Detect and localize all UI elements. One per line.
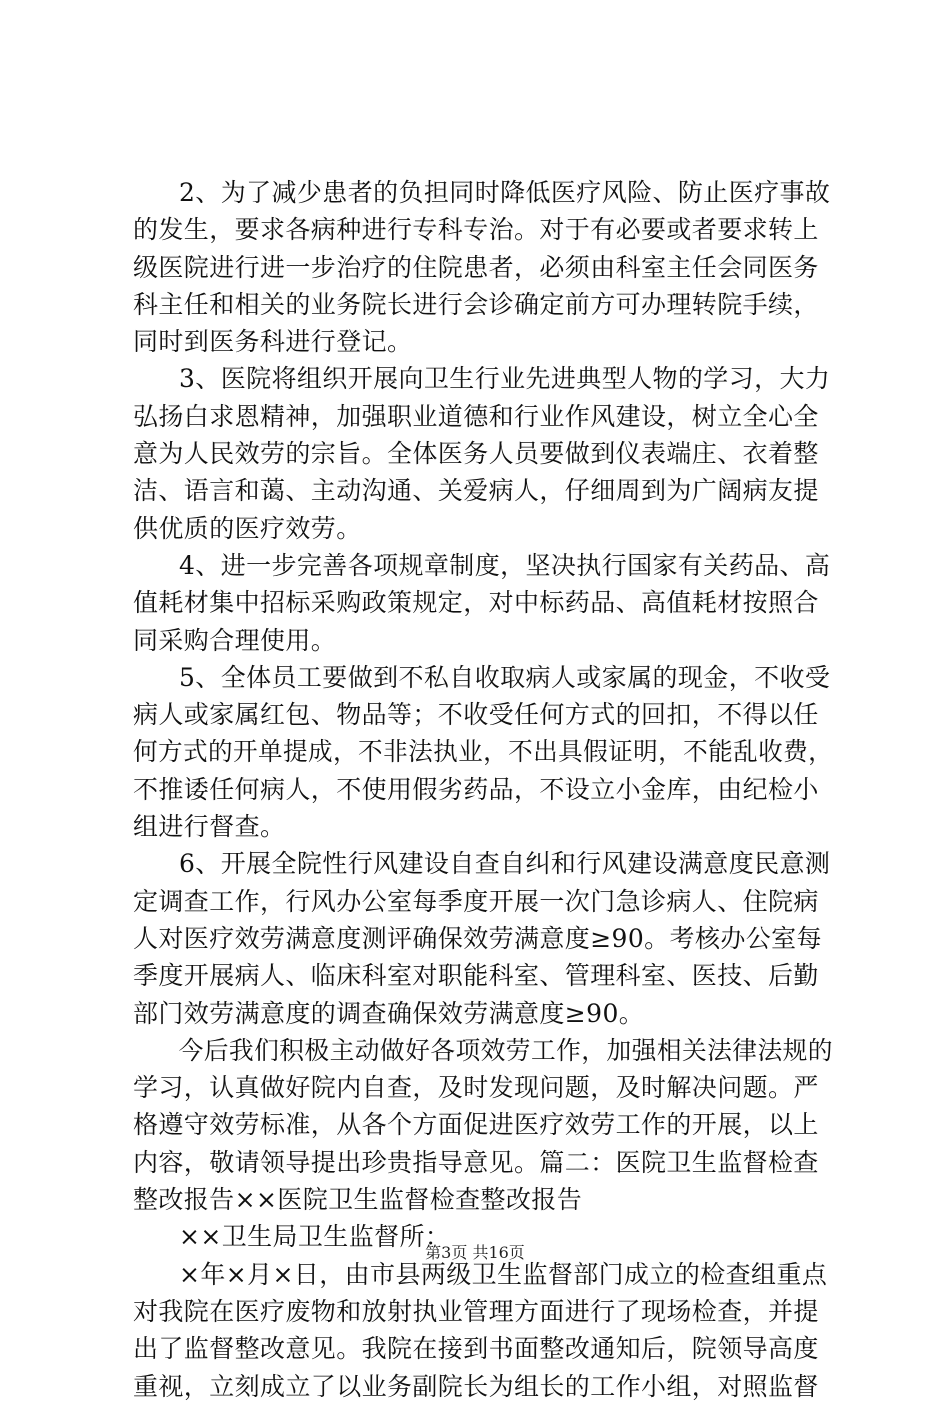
- text-line: 2、为了减少患者的负担同时降低医疗风险、防止医疗事故: [179, 178, 831, 207]
- text-line: 级医院进行进一步治疗的住院患者，必须由科室主任会同医务: [133, 252, 819, 282]
- text-line: ××卫生局卫生监督所：: [179, 1222, 451, 1252]
- text-line: 同时到医务科进行登记。: [133, 327, 413, 357]
- text-line: 定调查工作，行风办公室每季度开展一次门急诊病人、住院病: [133, 886, 819, 916]
- text-line: 科主任和相关的业务院长进行会诊确定前方可办理转院手续，: [133, 289, 819, 319]
- text-line: 组进行督查。: [133, 812, 286, 842]
- text-line: 整改报告××医院卫生监督检查整改报告: [133, 1185, 583, 1215]
- text-line: 同采购合理使用。: [133, 625, 337, 655]
- text-line: 值耗材集中招标采购政策规定，对中标药品、高值耗材按照合: [133, 588, 819, 618]
- text-line: 病人或家属红包、物品等；不收受任何方式的回扣，不得以任: [133, 700, 819, 730]
- text-line: 供优质的医疗效劳。: [133, 513, 362, 543]
- text-line: 弘扬白求恩精神，加强职业道德和行业作风建设，树立全心全: [133, 401, 819, 431]
- text-line: 不推诿任何病人，不使用假劣药品，不设立小金库，由纪检小: [133, 774, 819, 804]
- text-line: 4、进一步完善各项规章制度，坚决执行国家有关药品、高: [179, 550, 831, 580]
- text-line: 今后我们积极主动做好各项效劳工作，加强相关法律法规的: [178, 1035, 833, 1065]
- text-line: 6、开展全院性行风建设自查自纠和行风建设满意度民意测: [179, 849, 831, 879]
- text-line: 内容，敬请领导提出珍贵指导意见。篇二：医院卫生监督检查: [133, 1147, 819, 1177]
- text-line: 意为人民效劳的宗旨。全体医务人员要做到仪表端庄、衣着整: [133, 439, 819, 469]
- text-line: 3、医院将组织开展向卫生行业先进典型人物的学习，大力: [179, 364, 831, 394]
- text-line: 洁、语言和蔼、主动沟通、关爱病人，仔细周到为广阔病友提: [133, 476, 819, 506]
- text-line: 人对医疗效劳满意度测评确保效劳满意度≥90。考核办公室每: [133, 923, 822, 953]
- page-footer: 第3页 共16页: [425, 1243, 525, 1262]
- text-line: 格遵守效劳标准，从各个方面促进医疗效劳工作的开展，以上: [133, 1110, 819, 1140]
- text-line: 季度开展病人、临床科室对职能科室、管理科室、医技、后勤: [133, 961, 819, 991]
- text-line: 何方式的开单提成，不非法执业，不出具假证明，不能乱收费，: [133, 737, 834, 767]
- text-line: 部门效劳满意度的调查确保效劳满意度≥90。: [133, 998, 645, 1028]
- text-line: 的发生，要求各病种进行专科专治。对于有必要或者要求转上: [133, 215, 819, 245]
- text-line: 出了监督整改意见。我院在接到书面整改通知后，院领导高度: [133, 1334, 819, 1364]
- document-body: [133, 174, 833, 1405]
- text-line: 重视，立刻成立了以业务副院长为组长的工作小组，对照监督: [133, 1371, 819, 1401]
- text-line: 学习，认真做好院内自查，及时发现问题，及时解决问题。严: [133, 1073, 819, 1103]
- text-line: ×年×月×日，由市县两级卫生监督部门成立的检查组重点: [179, 1259, 828, 1289]
- text-line: 5、全体员工要做到不私自收取病人或家属的现金，不收受: [179, 662, 831, 692]
- text-line: 对我院在医疗废物和放射执业管理方面进行了现场检查，并提: [133, 1296, 819, 1326]
